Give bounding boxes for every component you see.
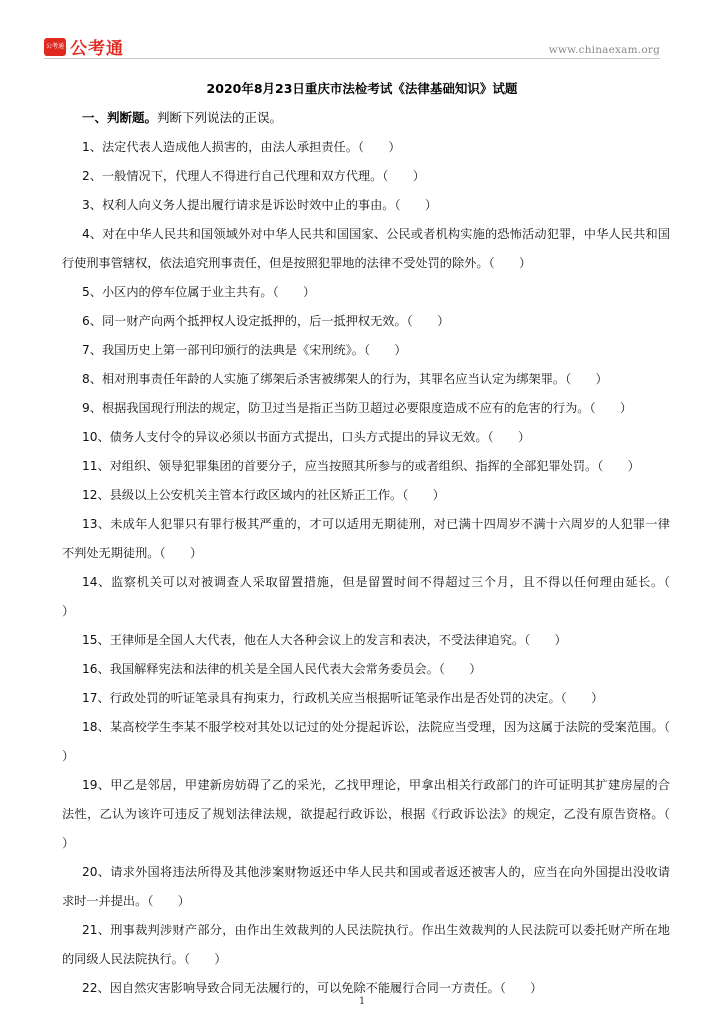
section-heading-label: 一、判断题。 bbox=[82, 110, 158, 125]
logo-badge-icon: 公考通 bbox=[44, 38, 66, 56]
question-item: 9、根据我国现行刑法的规定，防卫过当是指正当防卫超过必要限度造成不应有的危害的行为。（ ） bbox=[82, 401, 633, 415]
page-header bbox=[44, 34, 660, 58]
header-divider bbox=[44, 58, 660, 59]
question-item: 15、王律师是全国人大代表，他在人大各种会议上的发言和表决，不受法律追究。（ ） bbox=[82, 633, 567, 647]
logo-text: 公考通 bbox=[70, 39, 124, 59]
question-item: 19、甲乙是邻居，甲建新房妨碍了乙的采光，乙找甲理论，甲拿出相关行政部门的许可证明其扩建房屋的合法性，乙认为该许可违反了规划法律法规，欲提起行政诉讼，根据《行政诉讼法》的规定，乙没有原告资格。（ ） bbox=[62, 778, 695, 850]
question-item: 2、一般情况下，代理人不得进行自己代理和双方代理。（ ） bbox=[82, 169, 425, 183]
question-item: 17、行政处罚的听证笔录具有拘束力，行政机关应当根据听证笔录作出是否处罚的决定。（ ） bbox=[82, 691, 604, 705]
question-item: 3、权利人向义务人提出履行请求是诉讼时效中止的事由。（ ） bbox=[82, 198, 438, 212]
question-list bbox=[62, 107, 695, 1003]
question-item: 12、县级以上公安机关主管本行政区域内的社区矫正工作。（ ） bbox=[82, 488, 445, 502]
site-url[interactable]: www.chinaexam.org bbox=[548, 44, 660, 56]
question-item: 11、对组织、领导犯罪集团的首要分子，应当按照其所参与的或者组织、指挥的全部犯罪处罚。（ ） bbox=[82, 459, 640, 473]
question-item: 22、因自然灾害影响导致合同无法履行的，可以免除不能履行合同一方责任。（ ） bbox=[82, 981, 543, 995]
question-item: 1、法定代表人造成他人损害的，由法人承担责任。（ ） bbox=[82, 140, 401, 154]
section-instruction: 判断下列说法的正误。 bbox=[157, 110, 283, 125]
question-item: 14、监察机关可以对被调查人采取留置措施，但是留置时间不得超过三个月，且不得以任何理由延长。（ ） bbox=[62, 575, 695, 618]
question-item: 20、请求外国将违法所得及其他涉案财物返还中华人民共和国或者返还被害人的，应当在向外国提出没收请求时一并提出。（ ） bbox=[62, 865, 670, 908]
document-title: 2020年8月23日重庆市法检考试《法律基础知识》试题 bbox=[206, 81, 518, 96]
question-item: 21、刑事裁判涉财产部分，由作出生效裁判的人民法院执行。作出生效裁判的人民法院可以委托财产所在地的同级人民法院执行。（ ） bbox=[62, 923, 670, 966]
question-item: 13、未成年人犯罪只有罪行极其严重的，才可以适用无期徒刑，对已满十四周岁不满十六周岁的人犯罪一律不判处无期徒刑。（ ） bbox=[62, 517, 670, 560]
section-heading bbox=[82, 107, 670, 129]
question-item: 8、相对刑事责任年龄的人实施了绑架后杀害被绑架人的行为，其罪名应当认定为绑架罪。（ ） bbox=[82, 372, 608, 386]
question-item: 4、对在中华人民共和国领域外对中华人民共和国国家、公民或者机构实施的恐怖活动犯罪，中华人民共和国行使刑事管辖权，依法追究刑事责任，但是按照犯罪地的法律不受处罚的除外。（ ） bbox=[62, 227, 670, 270]
question-item: 5、小区内的停车位属于业主共有。（ ） bbox=[82, 285, 316, 299]
page-number: 1 bbox=[358, 996, 366, 1007]
question-item: 10、债务人支付令的异议必须以书面方式提出，口头方式提出的异议无效。（ ） bbox=[82, 430, 531, 444]
question-item: 16、我国解释宪法和法律的机关是全国人民代表大会常务委员会。（ ） bbox=[82, 662, 482, 676]
question-item: 18、某高校学生李某不服学校对其处以记过的处分提起诉讼，法院应当受理，因为这属于法院的受案范围。（ ） bbox=[62, 720, 695, 763]
brand-logo[interactable] bbox=[44, 34, 124, 59]
question-item: 6、同一财产向两个抵押权人设定抵押的，后一抵押权无效。（ ） bbox=[82, 314, 450, 328]
question-item: 7、我国历史上第一部刊印颁行的法典是《宋刑统》。（ ） bbox=[82, 343, 407, 357]
